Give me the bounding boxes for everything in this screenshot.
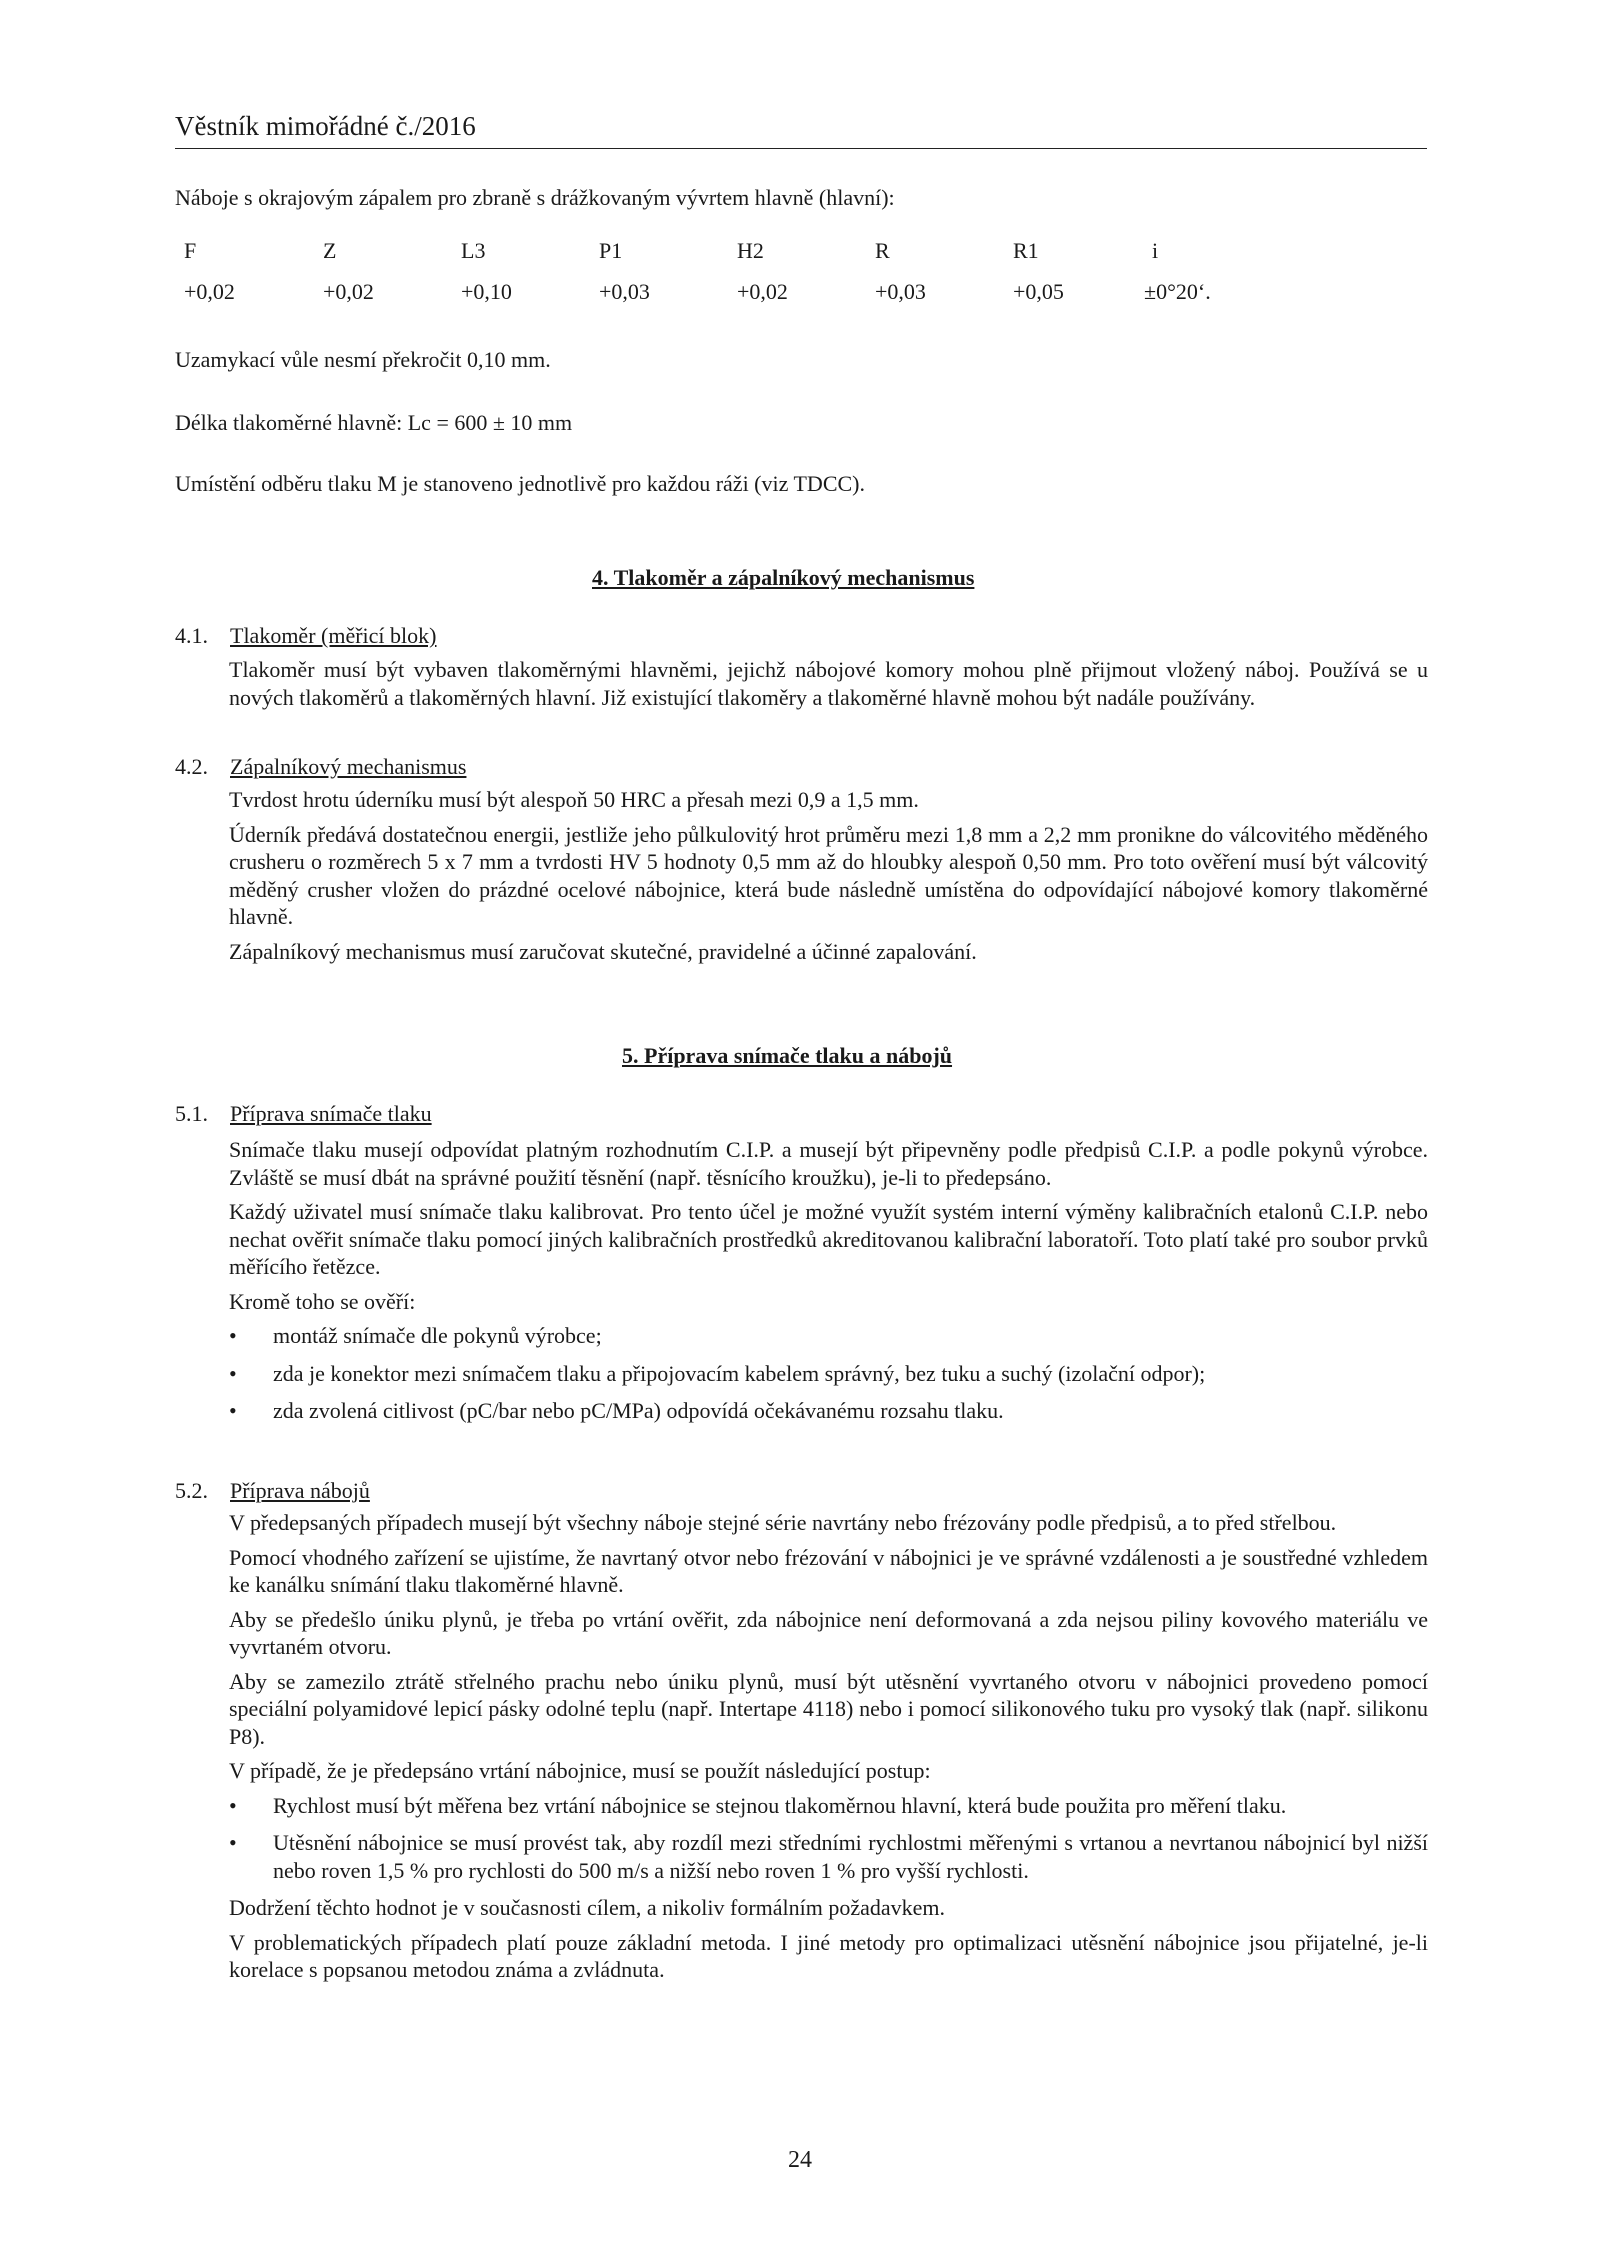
subsection-number: 4.1. xyxy=(175,623,208,648)
table-header-cell: R1 xyxy=(1013,238,1039,263)
bullet-icon: • xyxy=(229,1830,237,1855)
paragraph: Tlakoměr musí být vybaven tlakoměrnými hlavněmi, jejichž nábojové komory mohou plně přijmout vložený náboj. Používá se u nových tlakoměrů a tlakoměrných hlavní. Již existující tlakoměry a tlakoměrné hlavně mohou být nadále používány. xyxy=(229,657,1428,710)
list-item-text: montáž snímače dle pokynů výrobce; xyxy=(273,1323,602,1348)
list-item-text: zda zvolená citlivost (pC/bar nebo pC/MPa) odpovídá očekávanému rozsahu tlaku. xyxy=(273,1398,1004,1423)
table-header-cell: P1 xyxy=(599,238,623,263)
paragraph: V předepsaných případech musejí být všechny náboje stejné série navrtány nebo frézovány podle předpisů, a to před střelbou. xyxy=(229,1510,1337,1535)
table-value-cell: ±0°20‘. xyxy=(1144,279,1211,304)
table-value-cell: +0,03 xyxy=(599,279,650,304)
table-value-cell: +0,02 xyxy=(184,279,235,304)
subsection-5-1-heading xyxy=(175,1099,432,1129)
bullet-icon: • xyxy=(229,1792,237,1818)
table-header-cell: L3 xyxy=(461,238,486,263)
bullet-list xyxy=(229,1322,1428,1425)
table-value-cell: +0,03 xyxy=(875,279,926,304)
bullet-icon: • xyxy=(229,1398,237,1423)
subsection-title: Příprava nábojů xyxy=(230,1478,370,1503)
subsection-4-2-heading xyxy=(175,752,466,782)
subsection-title: Příprava snímače tlaku xyxy=(230,1101,432,1126)
subsection-4-1-body xyxy=(229,656,1428,711)
paragraph: Aby se předešlo úniku plynů, je třeba po vrtání ověřit, zda nábojnice není deformovaná a zda nejsou piliny kovového materiálu ve vyvrtaném otvoru. xyxy=(229,1606,1428,1659)
table-header-cell: F xyxy=(184,238,197,263)
page-header xyxy=(175,110,1427,149)
list-item xyxy=(229,1322,1428,1350)
list-item xyxy=(229,1397,1428,1425)
subsection-title: Tlakoměr (měřicí blok) xyxy=(230,623,437,648)
paragraph: Zápalníkový mechanismus musí zaručovat skutečné, pravidelné a účinné zapalování. xyxy=(229,938,977,964)
section-5-heading: 5. Příprava snímače tlaku a nábojů xyxy=(622,1043,953,1068)
table-header-cell: i xyxy=(1152,238,1159,263)
list-item-text: Utěsnění nábojnice se musí provést tak, aby rozdíl mezi středními rychlostmi měřenými s vrtanou a nevrtanou nábojnicí byl nižší nebo roven 1,5 % pro rychlosti do 500 m/s a nižší nebo roven 1 % pro vyšší rychlosti. xyxy=(273,1830,1428,1883)
intro-text: Náboje s okrajovým zápalem pro zbraně s drážkovaným vývrtem hlavně (hlavní): xyxy=(175,185,895,210)
subsection-5-1-body xyxy=(229,1136,1428,1435)
subsection-4-2-body xyxy=(229,786,1428,965)
section-4-heading: 4. Tlakoměr a zápalníkový mechanismus xyxy=(592,565,975,590)
paragraph: Každý uživatel musí snímače tlaku kalibrovat. Pro tento účel je možné využít systém interní výměny kalibračních etalonů C.I.P. nebo nechat ověřit snímače tlaku pomocí jiných kalibračních prostředků akreditovanou kalibrační laboratoří. Toto platí také pro soubor prvků měřícího řetězce. xyxy=(229,1199,1428,1279)
subsection-number: 5.2. xyxy=(175,1478,208,1503)
bullet-icon: • xyxy=(229,1323,237,1348)
table-value-cell: +0,02 xyxy=(737,279,788,304)
paragraph: Kromě toho se ověří: xyxy=(229,1288,416,1314)
table-header-cell: Z xyxy=(323,238,337,263)
list-item xyxy=(229,1792,1428,1820)
list-item-text: Rychlost musí být měřena bez vrtání nábojnice se stejnou tlakoměrnou hlavní, která bude použita pro měření tlaku. xyxy=(273,1792,1287,1818)
table-value-cell: +0,02 xyxy=(323,279,374,304)
list-item-text: zda je konektor mezi snímačem tlaku a připojovacím kabelem správný, bez tuku a suchý (izolační odpor); xyxy=(273,1360,1206,1386)
pressure-location-text: Umístění odběru tlaku M je stanoveno jednotlivě pro každou ráži (viz TDCC). xyxy=(175,471,865,496)
paragraph: Snímače tlaku musejí odpovídat platným rozhodnutím C.I.P. a musejí být připevněny podle předpisů C.I.P. a podle pokynů výrobce. Zvláště se musí dbát na správné použití těsnění (např. těsnícího kroužku), je-li to předepsáno. xyxy=(229,1137,1428,1190)
table-value-cell: +0,05 xyxy=(1013,279,1064,304)
locking-clearance-text: Uzamykací vůle nesmí překročit 0,10 mm. xyxy=(175,347,551,372)
subsection-number: 5.1. xyxy=(175,1101,208,1126)
list-item xyxy=(229,1829,1428,1884)
subsection-4-1-heading xyxy=(175,621,436,651)
paragraph: Pomocí vhodného zařízení se ujistíme, že navrtaný otvor nebo frézování v nábojnici je ve správné vzdálenosti a je soustředné vzhledem ke kanálku snímání tlaku tlakoměrné hlavně. xyxy=(229,1544,1428,1597)
subsection-number: 4.2. xyxy=(175,754,208,779)
subsection-5-2-heading xyxy=(175,1476,370,1506)
paragraph: Dodržení těchto hodnot je v současnosti cílem, a nikoliv formálním požadavkem. xyxy=(229,1895,946,1920)
list-item xyxy=(229,1360,1428,1388)
paragraph: Tvrdost hrotu úderníku musí být alespoň 50 HRC a přesah mezi 0,9 a 1,5 mm. xyxy=(229,787,919,812)
paragraph: V případě, že je předepsáno vrtání nábojnice, musí se použít následující postup: xyxy=(229,1758,931,1783)
table-header-cell: R xyxy=(875,238,890,263)
table-header-cell: H2 xyxy=(737,238,764,263)
paragraph: Aby se zamezilo ztrátě střelného prachu nebo úniku plynů, musí být utěsnění vyvrtaného otvoru v nábojnici provedeno pomocí speciální polyamidové lepicí pásky odolné teplu (např. Intertape 4118) nebo i pomocí silikonového tuku pro vysoký tlak (např. silikonu P8). xyxy=(229,1668,1428,1749)
subsection-title: Zápalníkový mechanismus xyxy=(230,754,467,779)
paragraph: Úderník předává dostatečnou energii, jestliže jeho půlkulovitý hrot průměru mezi 1,8 mm a 2,2 mm pronikne do válcovitého měděného crusheru o rozměrech 5 x 7 mm a tvrdosti HV 5 hodnoty 0,5 mm až do hloubky alespoň 0,50 mm. Pro toto ověření musí být válcovitý měděný crusher vložen do prázdné ocelové nábojnice, která bude následně umístěna do odpovídající nábojové komory tlakoměrné hlavně. xyxy=(229,821,1428,929)
bullet-list xyxy=(229,1792,1428,1885)
page-number: 24 xyxy=(788,2147,812,2173)
subsection-5-2-body xyxy=(229,1509,1428,1984)
paragraph: V problematických případech platí pouze základní metoda. I jiné metody pro optimalizaci utěsnění nábojnice jsou přijatelné, je-li korelace s popsanou metodou známa a zvládnuta. xyxy=(229,1929,1428,1982)
barrel-length-text: Délka tlakoměrné hlavně: Lc = 600 ± 10 mm xyxy=(175,410,573,435)
bullet-icon: • xyxy=(229,1360,237,1386)
table-value-cell: +0,10 xyxy=(461,279,512,304)
header-title: Věstník mimořádné č./2016 xyxy=(175,111,476,141)
